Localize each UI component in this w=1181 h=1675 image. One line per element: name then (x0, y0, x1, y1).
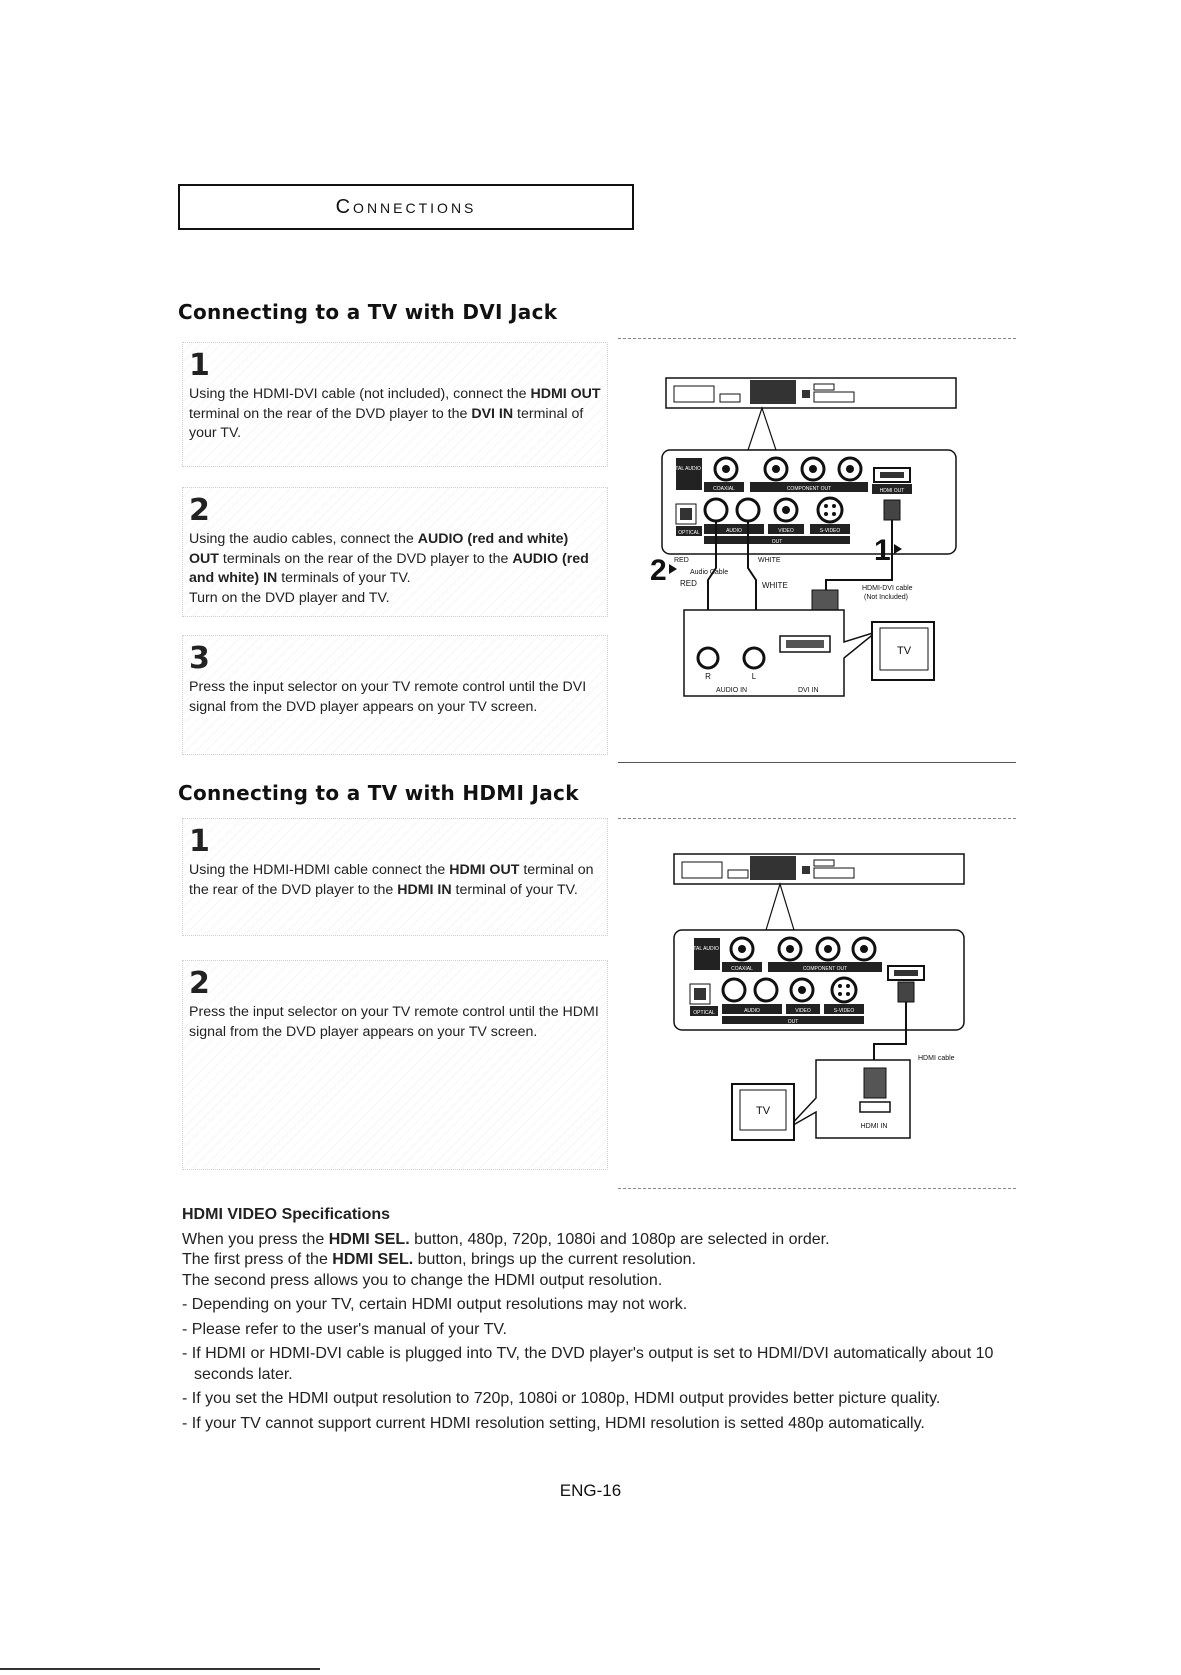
step-number: 1 (189, 348, 210, 383)
dvd-player-rear (666, 378, 956, 408)
step-text: Using the audio cables, connect the AUDIO (red and white) OUT terminals on the rear of the DVD player to the AUDIO (red and white) IN terminals of your TV. (189, 531, 589, 586)
specs-paragraph: The second press allows you to change the HDMI output resolution. (182, 1271, 663, 1289)
red-label-2: RED (680, 579, 697, 588)
audio-cable-label: Audio Cable (690, 569, 729, 576)
footer-rule (0, 1668, 320, 1670)
step-text: Press the input selector on your TV remote control until the HDMI signal from the DVD player appears on your TV screen. (189, 1004, 599, 1040)
rear-panel-zoom (662, 450, 956, 554)
list-item: - Please refer to the user's manual of your TV. (182, 1320, 507, 1338)
step-text-2: Turn on the DVD player and TV. (189, 589, 390, 606)
panel-label: OPTICAL (678, 530, 700, 536)
panel-label: S-VIDEO (833, 1008, 855, 1014)
hdmi-section-title: Connecting to a TV with HDMI Jack (178, 781, 579, 805)
panel-label: COMPONENT OUT (786, 486, 832, 492)
hdmi-video-specifications (182, 1205, 1022, 1434)
step-number: 2 (189, 966, 210, 1001)
panel-label: DIGITAL AUDIO OUT (683, 946, 731, 952)
list-item: - If HDMI or HDMI-DVI cable is plugged into TV, the DVD player's output is set to HDMI/DVI automatically about 10 seconds later. (182, 1345, 994, 1383)
hdmi-dvi-cable-label: HDMI-DVI cable (862, 585, 913, 592)
tv-input-panel (788, 1060, 910, 1138)
hdmi-step-1 (182, 818, 608, 936)
step-text: Using the HDMI-DVI cable (not included), connect the HDMI OUT terminal on the rear of the DVD player to the DVI IN terminal of your TV. (189, 386, 601, 441)
tv-label: TV (755, 1105, 771, 1117)
divider (618, 1188, 1016, 1189)
hdmi-in-label: HDMI IN (860, 1123, 888, 1130)
step-1-marker: 1 (874, 534, 891, 567)
white-label: WHITE (758, 557, 781, 564)
divider (618, 818, 1016, 819)
list-item: - Depending on your TV, certain HDMI output resolutions may not work. (182, 1296, 688, 1313)
hdmi-step-2 (182, 960, 608, 1170)
tv-icon (732, 1084, 794, 1140)
page-title: Connections (335, 195, 477, 218)
specs-notes-list (182, 1295, 1022, 1434)
panel-label: AUDIO (744, 1008, 760, 1014)
audio-in-label: AUDIO IN (716, 687, 748, 694)
tv-icon (872, 622, 934, 680)
specs-paragraph: When you press the HDMI SEL. button, 480p, 720p, 1080i and 1080p are selected in order. (182, 1230, 830, 1248)
step-number: 1 (189, 824, 210, 859)
page-number: ENG-16 (559, 1481, 622, 1500)
panel-label: OUT (787, 1019, 799, 1025)
rear-panel-zoom (674, 930, 964, 1030)
panel-label: VIDEO (795, 1008, 811, 1014)
step-number: 2 (189, 493, 210, 528)
list-item: - If you set the HDMI output resolution to 720p, 1080i or 1080p, HDMI output provides better picture quality. (182, 1390, 941, 1407)
specs-paragraph: The first press of the HDMI SEL. button, brings up the current resolution. (182, 1251, 697, 1268)
divider (618, 762, 1016, 763)
panel-label: OUT (771, 539, 783, 545)
panel-label: COAXIAL (731, 966, 753, 972)
white-label-2: WHITE (762, 581, 788, 590)
panel-label: VIDEO (778, 528, 794, 534)
tv-label: TV (896, 645, 912, 657)
panel-label: COMPONENT OUT (802, 966, 848, 972)
step-number: 3 (189, 641, 210, 676)
panel-label: AUDIO (726, 528, 742, 534)
panel-label: OPTICAL (693, 1010, 715, 1016)
dvi-step-3 (182, 635, 608, 755)
dvi-section-title: Connecting to a TV with DVI Jack (178, 300, 558, 324)
dvi-step-2 (182, 487, 608, 617)
panel-label: COAXIAL (713, 486, 735, 492)
not-included-label: (Not Included) (864, 594, 908, 601)
tv-input-panel (684, 610, 876, 696)
hdmi-cable-label: HDMI cable (918, 1055, 955, 1062)
panel-label: HDMI OUT (879, 488, 905, 494)
l-label: L (751, 672, 757, 681)
panel-label: S-VIDEO (819, 528, 841, 534)
divider (618, 338, 1016, 339)
list-item: - If your TV cannot support current HDMI resolution setting, HDMI resolution is setted 480p automatically. (182, 1414, 925, 1432)
specs-title: HDMI VIDEO Specifications (182, 1206, 391, 1223)
step-text: Using the HDMI-HDMI cable connect the HDMI OUT terminal on the rear of the DVD player to the HDMI IN terminal of your TV. (189, 862, 594, 898)
step-2-marker: 2 (650, 554, 667, 587)
panel-label: DIGITAL AUDIO OUT (665, 466, 713, 472)
dvi-in-label: DVI IN (798, 687, 819, 694)
step-text: Press the input selector on your TV remote control until the DVI signal from the DVD player appears on your TV screen. (189, 679, 587, 715)
dvi-step-1 (182, 342, 608, 467)
hdmi-connection-diagram (668, 850, 980, 1150)
r-label: R (705, 672, 711, 681)
section-header-box (178, 184, 634, 230)
dvi-connection-diagram (650, 372, 970, 744)
dvd-player-rear (674, 854, 964, 884)
red-label: RED (674, 557, 689, 564)
